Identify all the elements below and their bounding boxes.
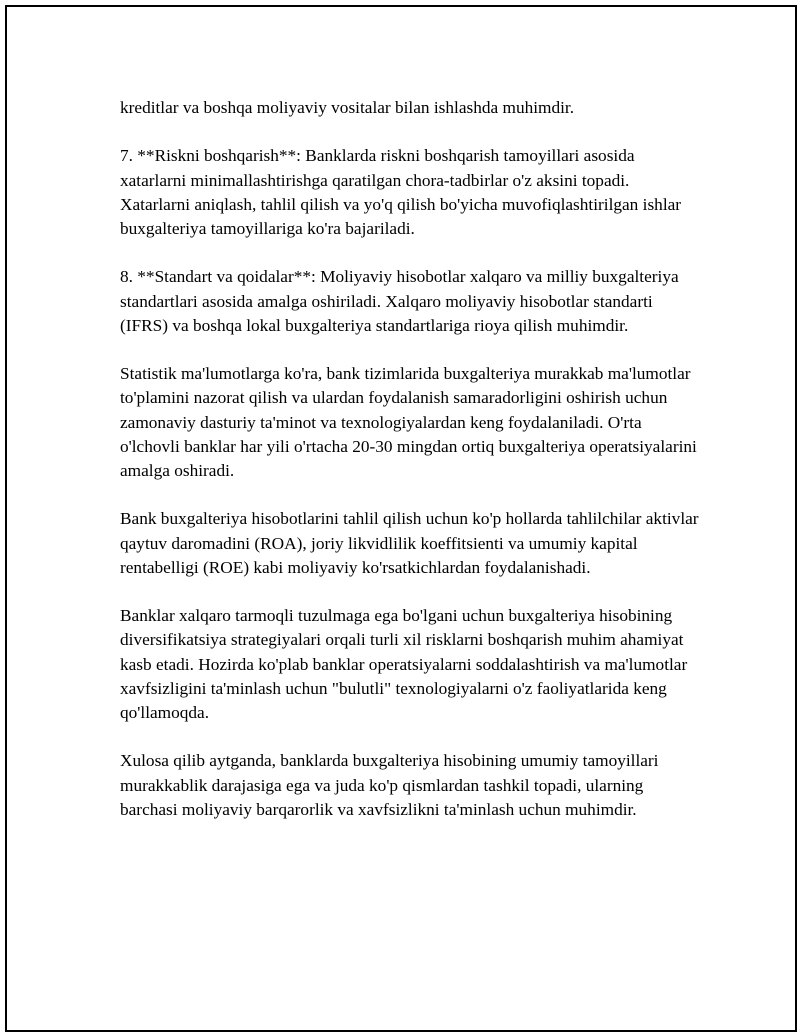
paragraph-continuation: kreditlar va boshqa moliyaviy vositalar bilan ishlashda muhimdir. [120, 98, 575, 117]
paragraph-statistics: Statistik ma'lumotlarga ko'ra, bank tizimlarida buxgalteriya murakkab ma'lumotlar to'plamini nazorat qilish va ulardan foydalanish samaradorligini oshirish uchun zamonaviy dasturiy ta'minot va texnologiyalardan keng foydalaniladi. O'rta o'lchovli banklar har yili o'rtacha 20-30 mingdan ortiq buxgalteriya operatsiyalarini amalga oshiradi. [120, 364, 697, 480]
page-frame [5, 5, 797, 1032]
paragraph-standards-rules: 8. **Standart va qoidalar**: Moliyaviy hisobotlar xalqaro va milliy buxgalteriya standartlari asosida amalga oshiriladi. Xalqaro moliyaviy hisobotlar standarti (IFRS) va boshqa lokal buxgalteriya standartlariga rioya qilish muhimdir. [120, 267, 679, 335]
document-body [120, 96, 700, 846]
paragraph-international-structure: Banklar xalqaro tarmoqli tuzulmaga ega bo'lgani uchun buxgalteriya hisobining diversifikatsiya strategiyalari orqali turli xil risklarni boshqarish muhim ahamiyat kasb etadi. Hozirda ko'plab banklar operatsiyalarni soddalashtirish va ma'lumotlar xavfsizligini ta'minlash uchun "bulutli" texnologiyalarni o'z faoliyatlarida keng qo'llamoqda. [120, 606, 688, 722]
paragraph-conclusion: Xulosa qilib aytganda, banklarda buxgalteriya hisobining umumiy tamoyillari murakkablik darajasiga ega va juda ko'p qismlardan tashkil topadi, ularning barchasi moliyaviy barqarorlik va xavfsizlikni ta'minlash uchun muhimdir. [120, 751, 659, 819]
paragraph-report-analysis: Bank buxgalteriya hisobotlarini tahlil qilish uchun ko'p hollarda tahlilchilar aktivlar qaytuv daromadini (ROA), joriy likvidlilik koeffitsienti va umumiy kapital rentabelligi (ROE) kabi moliyaviy ko'rsatkichlardan foydalanishadi. [120, 509, 699, 577]
paragraph-risk-management: 7. **Riskni boshqarish**: Banklarda riskni boshqarish tamoyillari asosida xatarlarni minimallashtirishga qaratilgan chora-tadbirlar o'z aksini topadi. Xatarlarni aniqlash, tahlil qilish va yo'q qilish bo'yicha muvofiqlashtirilgan ishlar buxgalteriya tamoyillariga ko'ra bajariladi. [120, 146, 682, 238]
